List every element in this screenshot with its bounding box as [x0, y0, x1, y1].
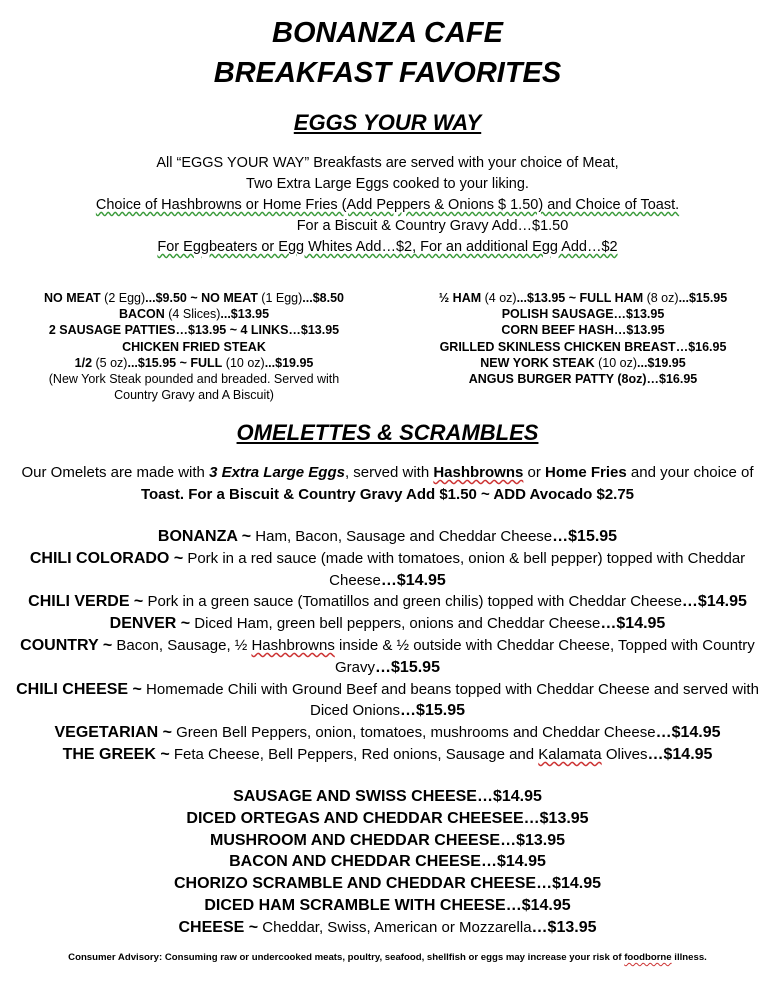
- egg-options-left: [8, 290, 380, 403]
- scramble-item: MUSHROOM AND CHEDDAR CHEESE…$13.95: [209, 831, 566, 849]
- eggs-intro-line: [0, 237, 775, 258]
- omelette-item: CHILI VERDE ~ Pork in a green sauce (Tomatillos and green chilis) topped with Cheddar Cheese…$14.95: [28, 593, 747, 611]
- eggs-intro: [0, 153, 775, 258]
- omelette-item: THE GREEK ~ Feta Cheese, Bell Peppers, Red onions, Sausage and Kalamata Olives…$14.95: [62, 745, 713, 763]
- egg-option: 2 SAUSAGE PATTIES…$13.95 ~ 4 LINKS…$13.95: [48, 323, 340, 338]
- eggs-intro-line: [0, 195, 775, 216]
- consumer-advisory: Consumer Advisory: Consuming raw or undercooked meats, poultry, seafood, shellfish or eggs may increase your risk of foodborne illness.: [68, 952, 707, 963]
- egg-option: 1/2 (5 oz)...$15.95 ~ FULL (10 oz)...$19.95: [74, 355, 314, 370]
- omelettes-heading: OMELETTES & SCRAMBLES: [236, 420, 539, 445]
- omelette-item: DENVER ~ Diced Ham, green bell peppers, onions and Cheddar Cheese…$14.95: [109, 615, 666, 633]
- scramble-item: DICED HAM SCRAMBLE WITH CHEESE…$14.95: [204, 896, 571, 914]
- omelette-item: BONANZA ~ Ham, Bacon, Sausage and Cheddar Cheese…$15.95: [157, 528, 618, 545]
- eggs-intro-text: For Eggbeaters or Egg Whites Add…$2, For an additional Egg Add…$2: [157, 239, 618, 255]
- eggs-intro-line: For a Biscuit & Country Gravy Add…$1.50: [296, 218, 569, 234]
- egg-option: CHICKEN FRIED STEAK: [122, 339, 266, 354]
- egg-option: POLISH SAUSAGE…$13.95: [501, 307, 665, 322]
- egg-option: GRILLED SKINLESS CHICKEN BREAST…$16.95: [439, 339, 727, 354]
- cafe-name: BONANZA CAFE: [272, 17, 503, 49]
- egg-option: NEW YORK STEAK (10 oz)...$19.95: [480, 355, 686, 370]
- egg-option: ½ HAM (4 oz)...$13.95 ~ FULL HAM (8 oz)...$15.95: [438, 291, 728, 305]
- eggs-intro-text: Choice of Hashbrowns or Home Fries (Add Peppers & Onions $ 1.50) and Choice of Toast.: [95, 197, 680, 213]
- eggs-heading: EGGS YOUR WAY: [293, 110, 482, 135]
- omelette-item: CHILI COLORADO ~ Pork in a red sauce (made with tomatoes, onion & bell pepper) topped with Cheddar Cheese…$14.95: [29, 549, 746, 589]
- menu-title: BREAKFAST FAVORITES: [213, 57, 562, 89]
- egg-option: BACON (4 Slices)...$13.95: [118, 307, 270, 322]
- egg-option: NO MEAT (2 Egg)...$9.50 ~ NO MEAT (1 Egg)...$8.50: [43, 291, 344, 305]
- eggs-intro-line: All “EGGS YOUR WAY” Breakfasts are served with your choice of Meat,: [156, 155, 619, 171]
- egg-options-right: [400, 290, 766, 387]
- omelette-item: CHILI CHEESE ~ Homemade Chili with Ground Beef and beans topped with Cheddar Cheese and served with Diced Onions…$15.95: [16, 680, 759, 720]
- scramble-item: DICED ORTEGAS AND CHEDDAR CHEESEE…$13.95: [186, 809, 589, 827]
- omelette-list: [8, 526, 767, 766]
- eggs-intro-line: Two Extra Large Eggs cooked to your liking.: [246, 176, 529, 192]
- egg-option-note: Country Gravy and A Biscuit): [114, 388, 274, 403]
- scramble-item: BACON AND CHEDDAR CHEESE…$14.95: [229, 853, 546, 871]
- omelette-item: COUNTRY ~ Bacon, Sausage, ½ Hashbrowns inside & ½ outside with Cheddar Cheese, Topped with Country Gravy…$15.95: [20, 636, 755, 676]
- cheese-item: CHEESE ~ Cheddar, Swiss, American or Mozzarella…$13.95: [178, 918, 597, 936]
- egg-option: ANGUS BURGER PATTY (8oz)…$16.95: [468, 372, 698, 387]
- omelettes-intro: Our Omelets are made with 3 Extra Large Eggs, served with Hashbrowns or Home Fries and your choice of Toast. For a Biscuit & Country Gravy Add $1.50 ~ ADD Avocado $2.75: [21, 464, 754, 503]
- omelette-item: VEGETARIAN ~ Green Bell Peppers, onion, tomatoes, mushrooms and Cheddar Cheese…$14.95: [54, 724, 721, 742]
- scramble-item: SAUSAGE AND SWISS CHEESE…$14.95: [233, 788, 542, 805]
- scramble-item: CHORIZO SCRAMBLE AND CHEDDAR CHEESE…$14.95: [173, 875, 602, 893]
- scramble-list: [0, 786, 775, 939]
- egg-option: CORN BEEF HASH…$13.95: [501, 323, 665, 338]
- egg-option-note: (New York Steak pounded and breaded. Served with: [48, 372, 340, 387]
